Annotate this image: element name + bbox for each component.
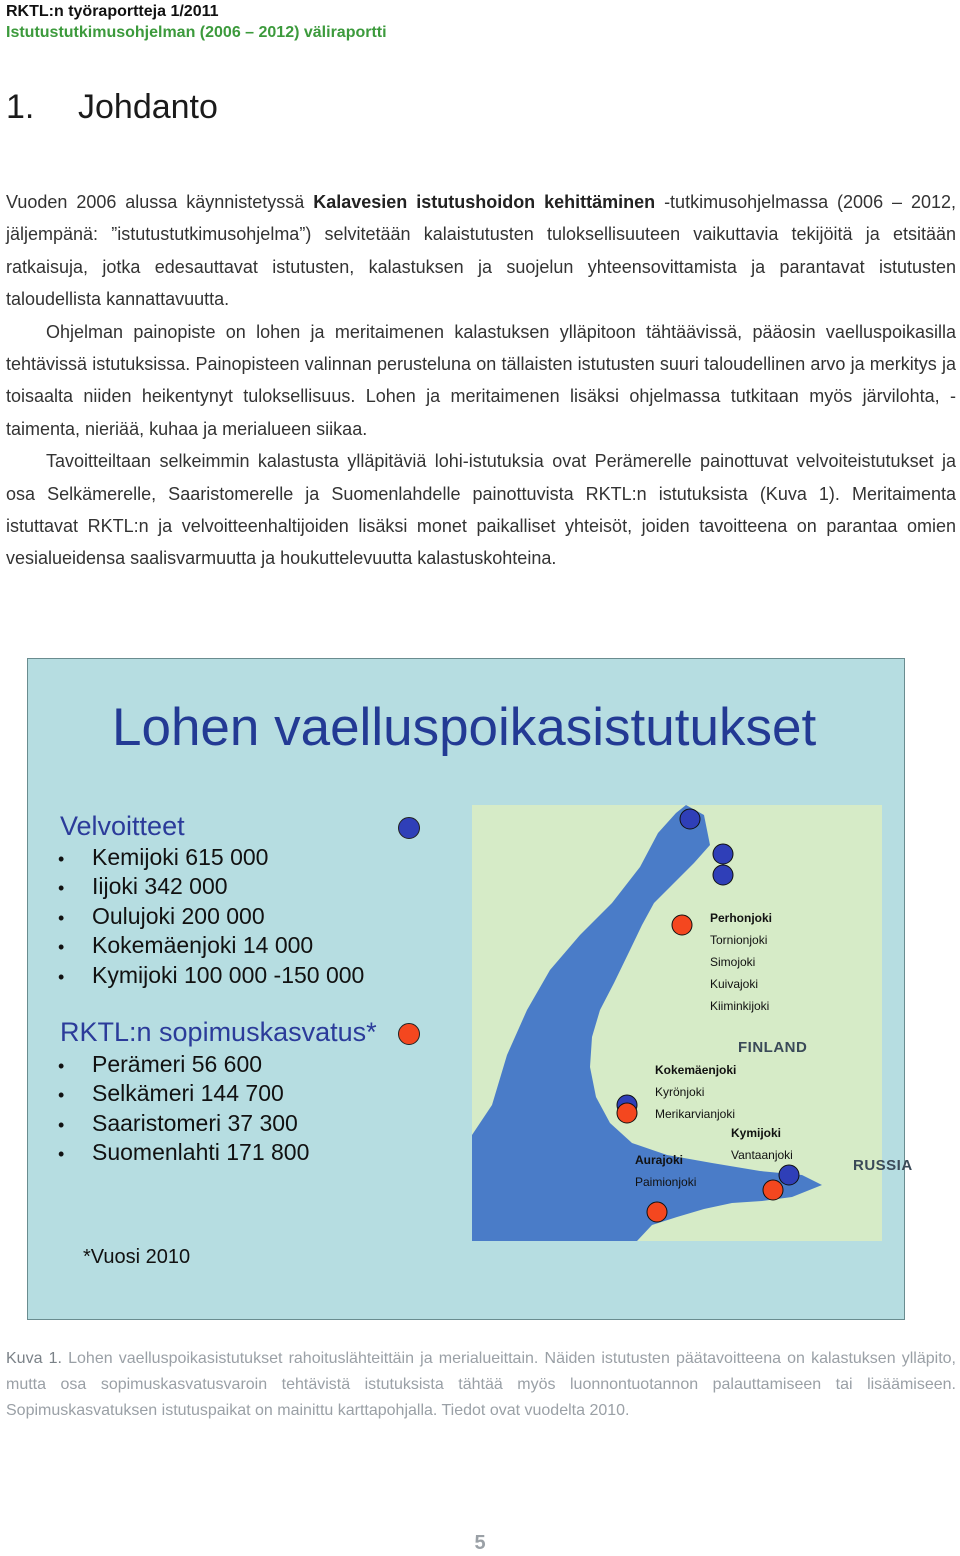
bullet: • [58,937,65,958]
marker-peramer [672,915,692,935]
marker-suomenlahti [763,1180,783,1200]
map-label: Kyrönjoki [655,1085,705,1099]
caption-text: Lohen vaelluspoikasistutukset rahoituslähteittäin ja merialueittain. Näiden istutusten päätavoitteena on kalastuksen ylläpito, mutta osa sopimuskasvatusvaroin tehtävistä istutuksista tähtää myös luonnontuotannon palauttamiseen tai lisäämiseen. Sopimuskasvatuksen istutuspaikat on mainittu karttapohjalla. Tiedot ovat vuodelta 2010. [6,1350,956,1419]
marker-selkameri [617,1103,637,1123]
map-label: Kuivajoki [710,977,759,991]
map-label: Kymijoki [731,1126,782,1140]
map-label: Simojoki [710,955,756,969]
list-item [58,872,364,901]
bullet: • [58,849,65,869]
bullet: • [58,966,65,987]
paragraph-1 [6,186,956,316]
marker-kymijoki [779,1165,799,1185]
running-header [6,2,387,44]
map-label: Kiiminkijoki [710,999,770,1013]
country-label-finland: FINLAND [738,1039,808,1056]
figure-caption [6,1346,956,1424]
paragraph-2: Ohjelman painopiste on lohen ja meritaimenen kalastuksen ylläpitoon tähtäävissä, pääosin vaelluspoikasilla tehtävissä istutuksissa. Painopisteen valinnan perusteluna on tällaisten istutusten suuri taloudellinen arvo ja merkitys ja toisaalta niiden heikentynyt tuloksellisuus. Lohen ja meritaimenen lisäksi ohjelmassa tutkitaan myös järvilohta, -taimenta, nieriää, kuhaa ja merialueen siikaa. [6,321,956,439]
marker-iijoki [713,844,733,864]
list-item [58,843,364,872]
bullet: • [58,907,65,928]
velvoitteet-legend-marker [398,817,420,839]
bullet: • [58,878,65,899]
item-text: Suomenlahti 171 800 [92,1139,310,1166]
page-number: 5 [474,1532,486,1554]
chapter-title: Johdanto [78,88,218,126]
item-text: Kemijoki 615 000 [92,844,269,870]
marker-oulujoki [713,865,733,885]
figure-footnote: *Vuosi 2010 [83,1246,191,1268]
map-label: Tornionjoki [710,933,768,947]
paragraph-1-start: Vuoden 2006 alussa käynnistetyssä [6,192,314,212]
item-text: Selkämeri 144 700 [92,1080,284,1107]
list-item [58,931,364,960]
map-label: Paimionjoki [635,1175,697,1189]
bullet: • [58,1114,65,1135]
map-label: Vantaanjoki [731,1148,793,1162]
figure-1 [27,658,913,1320]
bullet: • [58,1056,65,1076]
velvoitteet-list [58,843,364,990]
paragraph-1-end: -tutkimusohjelmassa (2006 – 2012, jäljempänä: ”istutustutkimusohjelma”) selvitetään kalaistutusten tuloksellisuuteen vaikuttavia tekijöitä ja etsitään ratkaisuja, jotka edesauttavat istutusten, kalastuksen ja suojelun yhteensovittamista ja parantavat istutusten taloudellista kannattavuutta. [6,192,956,310]
map-label: Kokemäenjoki [655,1063,737,1077]
item-text: Kokemäenjoki 14 000 [92,932,314,959]
body-text [6,186,956,575]
sopimuskasvatus-legend-marker [398,1023,420,1045]
list-item [58,1138,309,1167]
list-item [58,902,364,931]
list-item [58,1050,309,1079]
chapter-number: 1. [6,88,35,126]
item-text: Oulujoki 200 000 [92,902,265,929]
report-title: Istutustutkimusohjelman (2006 – 2012) väliraportti [6,24,387,41]
country-label-russia: RUSSIA [853,1157,913,1174]
paragraph-3: Tavoitteiltaan selkeimmin kalastusta ylläpitäviä lohi-istutuksia ovat Perämerelle painottuvat velvoiteistutukset ja osa Selkämerelle, Saaristomerelle ja Suomenlahdelle painottuvista RKTL:n istutuksista (Kuva 1). Meritaimenta istuttavat RKTL:n ja velvoitteenhaltijoiden lisäksi monet paikalliset yhteisöt, joiden tavoitteena on parantaa omien vesialueidensa saalisvarmuutta ja houkuttelevuutta kalastuskohteina. [6,451,956,569]
list-item [58,1079,309,1108]
figure-title: Lohen vaelluspoikasistutukset [112,698,817,757]
item-text: Saaristomeri 37 300 [92,1109,298,1136]
map-label: Merikarvianjoki [655,1107,736,1121]
sopimuskasvatus-list [58,1050,309,1168]
item-text: Kymijoki 100 000 -150 000 [92,961,365,988]
bullet: • [58,1085,65,1106]
marker-saaristomeri [647,1202,667,1222]
list-item [58,1109,309,1138]
caption-label: Kuva 1. [6,1350,62,1367]
map-label: Aurajoki [635,1153,684,1167]
map-label: Perhonjoki [710,911,773,925]
chapter-heading [6,88,218,127]
item-text: Perämeri 56 600 [92,1051,263,1077]
item-text: Iijoki 342 000 [92,873,228,900]
marker-kemijoki [680,809,700,829]
list-item [58,961,364,990]
report-series: RKTL:n työraportteja 1/2011 [6,3,219,20]
sopimuskasvatus-heading: RKTL:n sopimuskasvatus* [60,1017,377,1047]
velvoitteet-heading: Velvoitteet [60,811,185,841]
baltic-map [472,805,913,1241]
bullet: • [58,1144,65,1165]
program-name: Kalavesien istutushoidon kehittäminen [313,192,656,212]
